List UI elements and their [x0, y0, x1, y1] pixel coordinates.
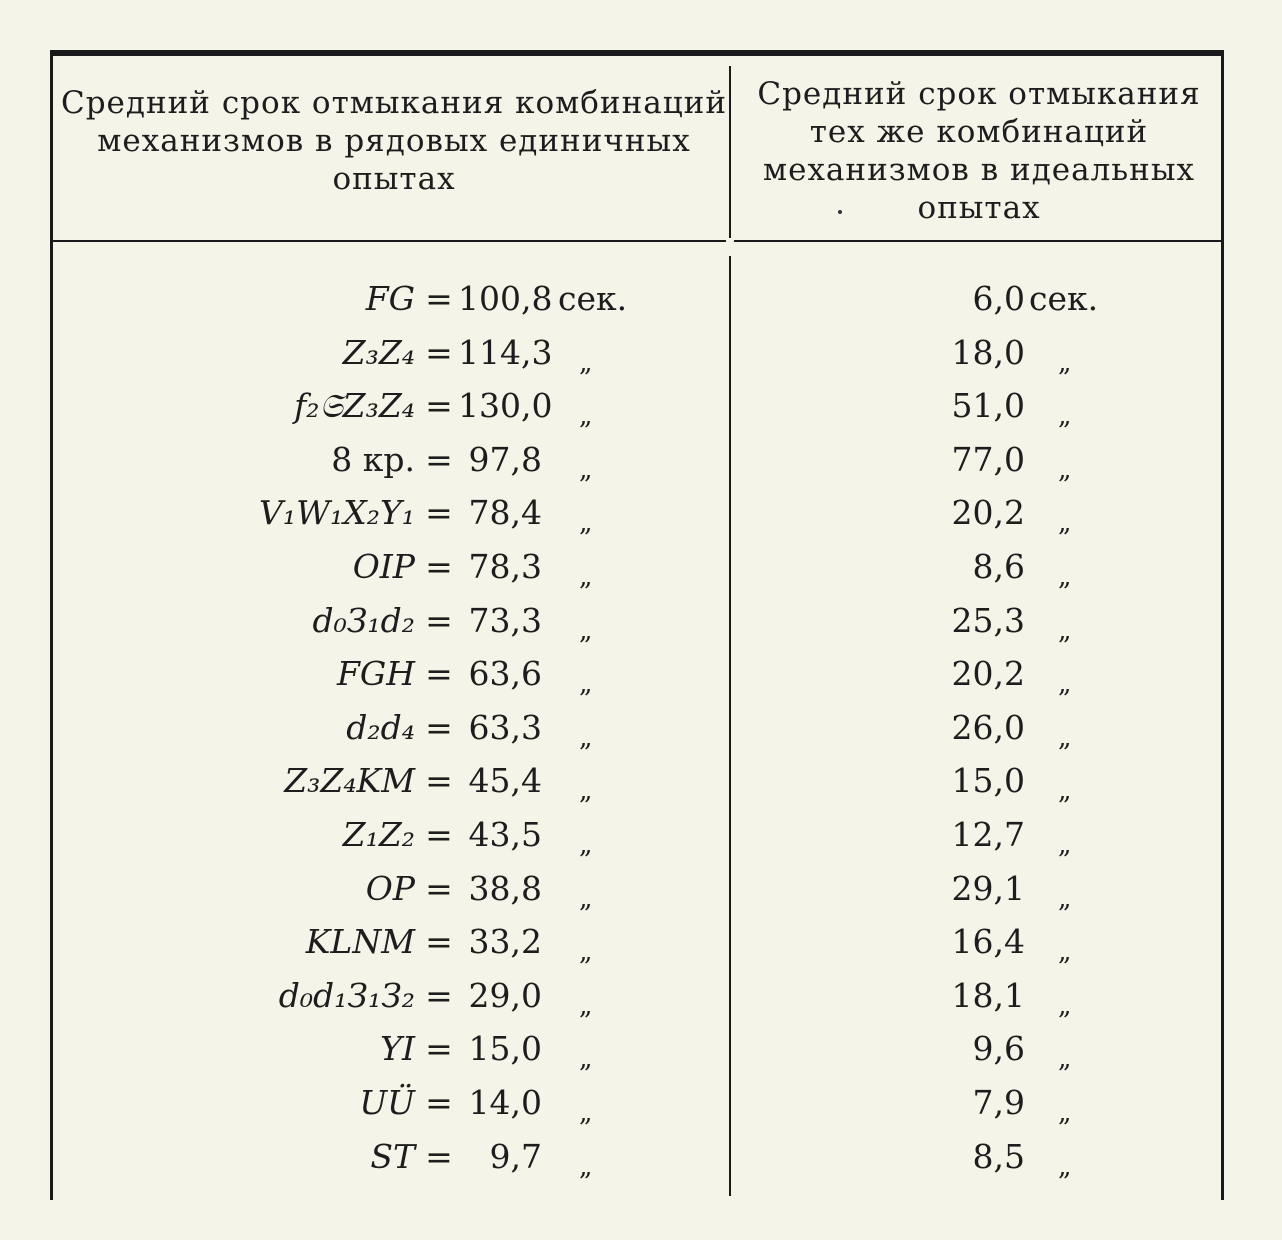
ideal-time-value: 7,9	[972, 1083, 1025, 1122]
equals-sign: =	[425, 1083, 453, 1122]
ideal-time-value: 25,3	[951, 600, 1025, 640]
ditto-mark: „	[1058, 401, 1072, 432]
table-row	[53, 540, 1221, 594]
table-row	[53, 862, 1221, 916]
ditto-mark: „	[579, 347, 593, 378]
combination-formula: 8 кр.	[331, 439, 415, 479]
table-row	[53, 594, 1221, 648]
ideal-time-value: 8,5	[972, 1136, 1025, 1176]
regular-time-value: 15,0	[468, 1029, 542, 1069]
regular-time-value: 130,0	[458, 386, 553, 426]
ditto-mark: „	[579, 508, 593, 539]
combination-formula: ST	[370, 1136, 415, 1176]
ditto-mark: „	[1058, 830, 1072, 860]
ditto-mark: „	[579, 990, 593, 1021]
combination-formula: d₀d₁З₁З₂	[278, 975, 415, 1015]
ideal-time-value: 77,0	[951, 439, 1025, 479]
ideal-time-value: 20,2	[951, 654, 1025, 694]
ditto-mark: „	[1058, 1151, 1072, 1182]
combination-formula: YI	[380, 1029, 415, 1069]
header-regular-trials: Средний срок отмыкания комбинаций механизмов в рядовых единичных опытах	[60, 85, 727, 197]
table-row	[53, 433, 1221, 487]
equals-sign: =	[425, 922, 453, 962]
ideal-time-value: 8,6	[972, 547, 1025, 586]
equals-sign: =	[425, 332, 453, 372]
ideal-time-value: 12,7	[951, 815, 1025, 854]
equals-sign: =	[425, 493, 453, 533]
table-row	[53, 969, 1221, 1023]
column-divider-gap	[726, 238, 734, 256]
ideal-time-value: 51,0	[951, 386, 1025, 426]
equals-sign: =	[425, 547, 453, 586]
equals-sign: =	[425, 654, 453, 694]
ditto-mark: „	[1058, 1098, 1072, 1128]
regular-time-value: 78,3	[468, 547, 542, 586]
table-row	[53, 1130, 1221, 1184]
ditto-mark: „	[1058, 347, 1072, 378]
ditto-mark: „	[579, 669, 593, 700]
equals-sign: =	[425, 279, 453, 318]
regular-time-value: 45,4	[468, 761, 542, 801]
equals-sign: =	[425, 600, 453, 640]
ideal-time-value: 6,0	[972, 279, 1025, 318]
ideal-time-value: 18,0	[951, 332, 1025, 372]
ditto-mark: „	[579, 883, 593, 914]
regular-time-value: 14,0	[468, 1083, 542, 1122]
ditto-mark: „	[1058, 615, 1072, 646]
equals-sign: =	[425, 761, 453, 801]
ditto-mark: „	[1058, 883, 1072, 914]
regular-time-value: 43,5	[468, 815, 542, 854]
table-row	[53, 701, 1221, 755]
ideal-time-value: 15,0	[951, 761, 1025, 801]
equals-sign: =	[425, 707, 453, 747]
ideal-time-value: 20,2	[951, 493, 1025, 533]
combination-formula: FGH	[336, 654, 415, 694]
ditto-mark: „	[579, 830, 593, 860]
ditto-mark: „	[1058, 508, 1072, 539]
table-row	[53, 754, 1221, 808]
regular-time-value: 9,7	[489, 1136, 542, 1176]
regular-time-value: 38,8	[468, 868, 542, 908]
regular-time-value: 73,3	[468, 600, 542, 640]
equals-sign: =	[425, 868, 453, 908]
ditto-mark: „	[1058, 776, 1072, 807]
table-row	[53, 272, 1221, 326]
equals-sign: =	[425, 975, 453, 1015]
ditto-mark: „	[1058, 454, 1072, 485]
regular-time-value: 29,0	[468, 975, 542, 1015]
unit-label: сек.	[558, 279, 628, 318]
table-row	[53, 647, 1221, 701]
ditto-mark: „	[579, 1044, 593, 1075]
equals-sign: =	[425, 439, 453, 479]
combination-formula: OP	[365, 868, 415, 908]
combination-formula: FG	[365, 279, 415, 318]
ditto-mark: „	[579, 776, 593, 807]
regular-time-value: 114,3	[458, 332, 553, 372]
combination-formula: d₂d₄	[346, 707, 415, 747]
table-row	[53, 915, 1221, 969]
ditto-mark: „	[579, 1098, 593, 1128]
unit-label: сек.	[1029, 279, 1099, 318]
regular-time-value: 78,4	[468, 493, 542, 533]
ideal-time-value: 26,0	[951, 707, 1025, 747]
combination-formula: d₀З₁d₂	[312, 600, 415, 640]
ideal-time-value: 16,4	[951, 922, 1025, 962]
ditto-mark: „	[1058, 669, 1072, 700]
regular-time-value: 63,6	[468, 654, 542, 694]
combination-formula: KLNM	[305, 922, 415, 962]
combination-formula: UÜ	[359, 1083, 415, 1122]
regular-time-value: 63,3	[468, 707, 542, 747]
ditto-mark: „	[579, 401, 593, 432]
ditto-mark: „	[579, 562, 593, 592]
ditto-mark: „	[579, 615, 593, 646]
header-rule	[50, 240, 1224, 242]
ditto-mark: „	[1058, 990, 1072, 1021]
combination-formula: Z₁Z₂	[342, 815, 415, 854]
table-row	[53, 1076, 1221, 1130]
ditto-mark: „	[579, 722, 593, 753]
table-row	[53, 326, 1221, 380]
ditto-mark: „	[579, 937, 593, 968]
equals-sign: =	[425, 815, 453, 854]
ditto-mark: „	[1058, 1044, 1072, 1075]
ideal-time-value: 18,1	[951, 975, 1025, 1015]
table-row	[53, 486, 1221, 540]
header-ideal-trials: Средний срок отмыкания тех же комбинаций механизмов в идеальных опытах	[757, 76, 1201, 226]
ditto-mark: „	[579, 454, 593, 485]
equals-sign: =	[425, 386, 453, 426]
regular-time-value: 100,8	[458, 279, 553, 318]
combination-formula: Z₃Z₄	[342, 332, 415, 372]
equals-sign: =	[425, 1136, 453, 1176]
ditto-mark: „	[1058, 562, 1072, 592]
ditto-mark: „	[1058, 722, 1072, 753]
ditto-mark: „	[1058, 937, 1072, 968]
combination-formula: f₂𝔖Z₃Z₄	[294, 386, 415, 426]
ideal-time-value: 29,1	[951, 868, 1025, 908]
combination-formula: V₁W₁X₂Y₁	[259, 493, 415, 533]
regular-time-value: 97,8	[468, 439, 542, 479]
combination-formula: Z₃Z₄KM	[284, 761, 415, 801]
table-row	[53, 1022, 1221, 1076]
ideal-time-value: 9,6	[972, 1029, 1025, 1069]
table-row	[53, 379, 1221, 433]
combination-formula: OIP	[352, 547, 415, 586]
table-row	[53, 808, 1221, 862]
ditto-mark: „	[579, 1151, 593, 1182]
regular-time-value: 33,2	[468, 922, 542, 962]
equals-sign: =	[425, 1029, 453, 1069]
